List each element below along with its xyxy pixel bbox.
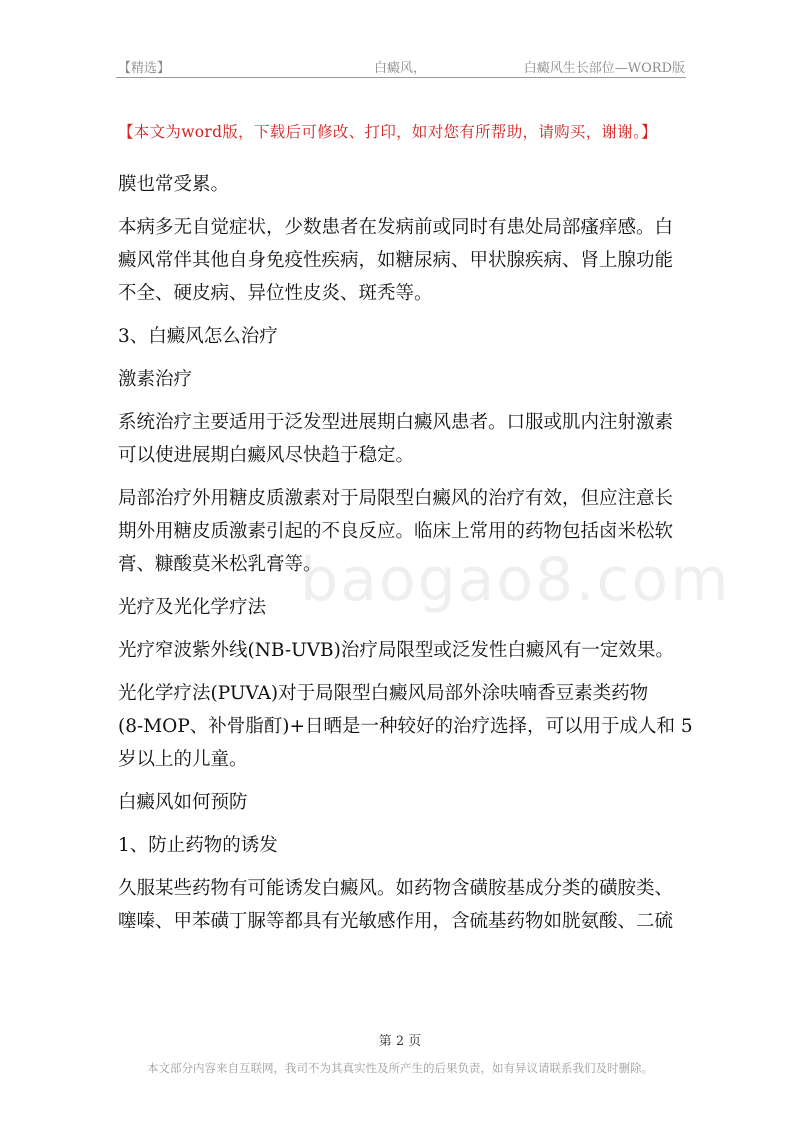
- paragraph-line: 系统治疗主要适用于泛发型进展期白癜风患者。口服或肌内注射激素: [118, 412, 674, 433]
- page-number: 第 2 页: [378, 1034, 422, 1049]
- paragraph: [118, 829, 685, 862]
- paragraph: [118, 786, 685, 819]
- paragraph-line: 本病多无自觉症状，少数患者在发病前或同时有患处局部瘙痒感。白: [118, 217, 674, 238]
- header-center-text: 白癜风，: [374, 61, 427, 76]
- paragraph-line: 局部治疗外用糖皮质激素对于局限型白癜风的治疗有效，但应注意长: [118, 488, 674, 509]
- paragraph-line: 光疗及光化学疗法: [118, 597, 267, 618]
- paragraph-line: 不全、硬皮病、异位性皮炎、斑秃等。: [118, 283, 433, 304]
- paragraph: [118, 363, 685, 396]
- paragraph: [118, 677, 693, 776]
- paragraph: [118, 406, 685, 472]
- paragraph-line: 3、白癜风怎么治疗: [118, 326, 278, 347]
- paragraph-line: 光疗窄波紫外线(NB-UVB)治疗局限型或泛发性白癜风有一定效果。: [118, 640, 674, 661]
- paragraph-line: (8-MOP、补骨脂酊)+日晒是一种较好的治疗选择，可以用于成人和 5: [118, 716, 693, 737]
- paragraph-line: 久服某些药物有可能诱发白癜风。如药物含磺胺基成分类的磺胺类、: [118, 878, 674, 899]
- header-left-text: 【精选】: [118, 61, 171, 76]
- paragraph: [118, 320, 685, 353]
- paragraph: [118, 634, 685, 667]
- paragraph: [118, 872, 685, 938]
- paragraph-line: 岁以上的儿童。: [118, 749, 248, 770]
- header-divider: [116, 77, 686, 78]
- paragraph-line: 1、防止药物的诱发: [118, 835, 278, 856]
- paragraph-line: 白癜风如何预防: [118, 792, 248, 813]
- paragraph: [118, 211, 685, 310]
- page-header: [118, 57, 685, 77]
- paragraph-line: 激素治疗: [118, 369, 193, 390]
- paragraph-line: 膏、糠酸莫米松乳膏等。: [118, 554, 322, 575]
- paragraph-line: 光化学疗法(PUVA)对于局限型白癜风局部外涂呋喃香豆素类药物: [118, 683, 649, 704]
- paragraph-line: 癜风常伴其他自身免疫性疾病，如糖尿病、甲状腺疾病、肾上腺功能: [118, 250, 674, 271]
- header-right-text: 白癜风生长部位—WORD版: [523, 61, 685, 76]
- paragraph-line: 噻嗪、甲苯磺丁脲等都具有光敏感作用，含硫基药物如胱氨酸、二硫: [118, 911, 674, 932]
- paragraph: [118, 168, 685, 201]
- download-notice: 【本文为word版，下载后可修改、打印，如对您有所帮助，请购买，谢谢。】: [118, 123, 657, 141]
- watermark: baogao8.com: [300, 545, 731, 615]
- paragraph-line: 膜也常受累。: [118, 174, 230, 195]
- page-footer-disclaimer: 本文部分内容来自互联网，我司不为其真实性及所产生的后果负责，如有异议请联系我们及时删除。: [147, 1061, 653, 1075]
- paragraph-line: 期外用糖皮质激素引起的不良反应。临床上常用的药物包括卤米松软: [118, 521, 674, 542]
- paragraph-line: 可以使进展期白癜风尽快趋于稳定。: [118, 445, 415, 466]
